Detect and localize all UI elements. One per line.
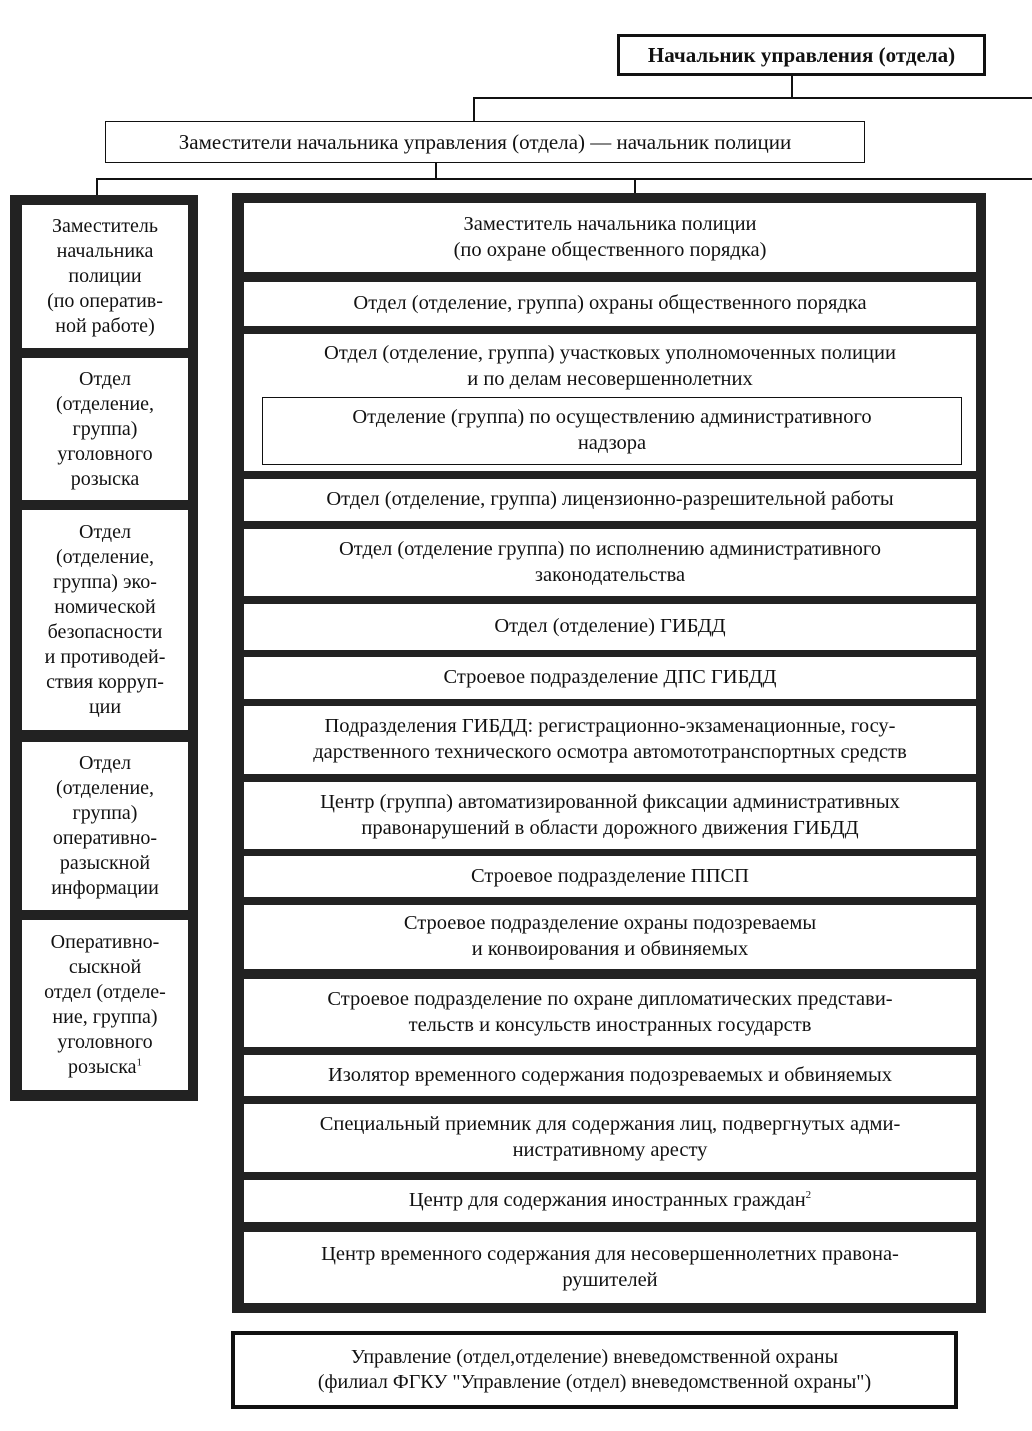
right-box-text: Центр (группа) автоматизированной фиксации административных правонарушений в области дорожного движения ГИБДД [320,790,900,839]
right-box-juvenile-center [244,1232,976,1303]
left-box-operative-info [22,742,188,910]
private-security-text: Управление (отдел,отделение) вневедомственной охраны (филиал ФГКУ "Управление (отдел) вневедомственной охраны") [317,1346,872,1393]
connector-chief-down [791,76,793,98]
right-box-diplomatic [244,979,976,1047]
right-box-text: Подразделения ГИБДД: регистрационно-экзаменационные, госу- дарственного технического осмотра автомототранспортных средств [313,715,907,763]
right-box-text: Изолятор временного содержания подозреваемых и обвиняемых [327,1063,892,1086]
right-box-text: Строевое подразделение ДПС ГИБДД [443,666,777,689]
right-box-foreigners-center [244,1180,976,1222]
deputies-label: Заместители начальника управления (отдела) — начальник полиции [178,129,792,154]
right-box-licensing [244,479,976,521]
connector-to-left-column [96,178,98,195]
left-box-economic-security [22,510,188,730]
right-box-text: Строевое подразделение охраны подозреваемы и конвоирования и обвиняемых [403,912,817,960]
right-box-text: Строевое подразделение по охране дипломатических представи- тельств и консульств иностранных государств [327,988,893,1036]
inner-box-text: Отделение (группа) по осуществлению административного надзора [352,406,872,454]
right-box-text-main: Центр для содержания иностранных граждан [408,1189,806,1212]
right-box-admin-law [244,529,976,596]
right-box-convoy [244,905,976,969]
right-box-text: Заместитель начальника полиции (по охране общественного порядка) [453,212,767,261]
left-box-text [44,930,166,1080]
right-box-text: Отдел (отделение) ГИБДД [494,615,726,638]
right-box-ppsp [244,856,976,897]
right-box-dps [244,657,976,699]
footnote-mark-2: 2 [805,1189,812,1202]
left-box-text: Отдел (отделение, группа) эко- номической безопасности и противодей- ствия корруп- ции [44,521,166,718]
connector-deputies-down [435,163,437,179]
right-box-detention [244,1055,976,1096]
left-box-operative-search [22,920,188,1090]
left-box-criminal-investigation [22,358,188,500]
chief-label: Начальник управления (отдела) [647,42,956,67]
private-security-box [231,1331,958,1409]
right-box-text: Строевое подразделение ППСП [471,864,749,887]
right-box-text: Отдел (отделение группа) по исполнению административного законодательства [338,537,882,586]
right-box-text [409,1188,811,1214]
chief-box [617,34,986,76]
right-box-text: Специальный приемник для содержания лиц, подвергнутых адми- нистративному аресту [319,1113,901,1161]
left-box-text: Заместитель начальника полиции (по оператив- ной работе) [47,215,163,337]
left-box-text-main: Оперативно- сыскной отдел (отделе- ние, группа) уголовного розыска [44,931,166,1078]
connector-to-deputies [473,97,475,121]
right-box-text: Отдел (отделение, группа) лицензионно-разрешительной работы [326,488,894,511]
left-box-deputy-operative [22,205,188,348]
connector-to-right-column [634,178,636,193]
right-box-public-order [244,282,976,326]
right-box-text: Центр временного содержания для несовершеннолетних правона- рушителей [321,1242,899,1291]
right-box-auto-fixation [244,782,976,849]
footnote-mark-1: 1 [136,1056,142,1069]
right-box-gibdd-subdivisions [244,706,976,774]
left-box-text: Отдел (отделение, группа) оперативно- разыскной информации [51,752,159,899]
right-box-gibdd [244,604,976,650]
right-box-deputy-public-order [244,203,976,272]
right-box-text: Отдел (отделение, группа) участковых уполномоченных полиции и по делам несовершеннолетних [324,342,896,390]
deputies-box [105,121,865,163]
connector-mid-horizontal [96,178,1032,180]
connector-top-horizontal [473,97,1032,99]
right-box-text: Отдел (отделение, группа) охраны общественного порядка [353,292,867,315]
right-box-special-receiver [244,1104,976,1172]
inner-box-admin-supervision [262,397,962,465]
left-box-text: Отдел (отделение, группа) уголовного розыска [55,367,155,490]
